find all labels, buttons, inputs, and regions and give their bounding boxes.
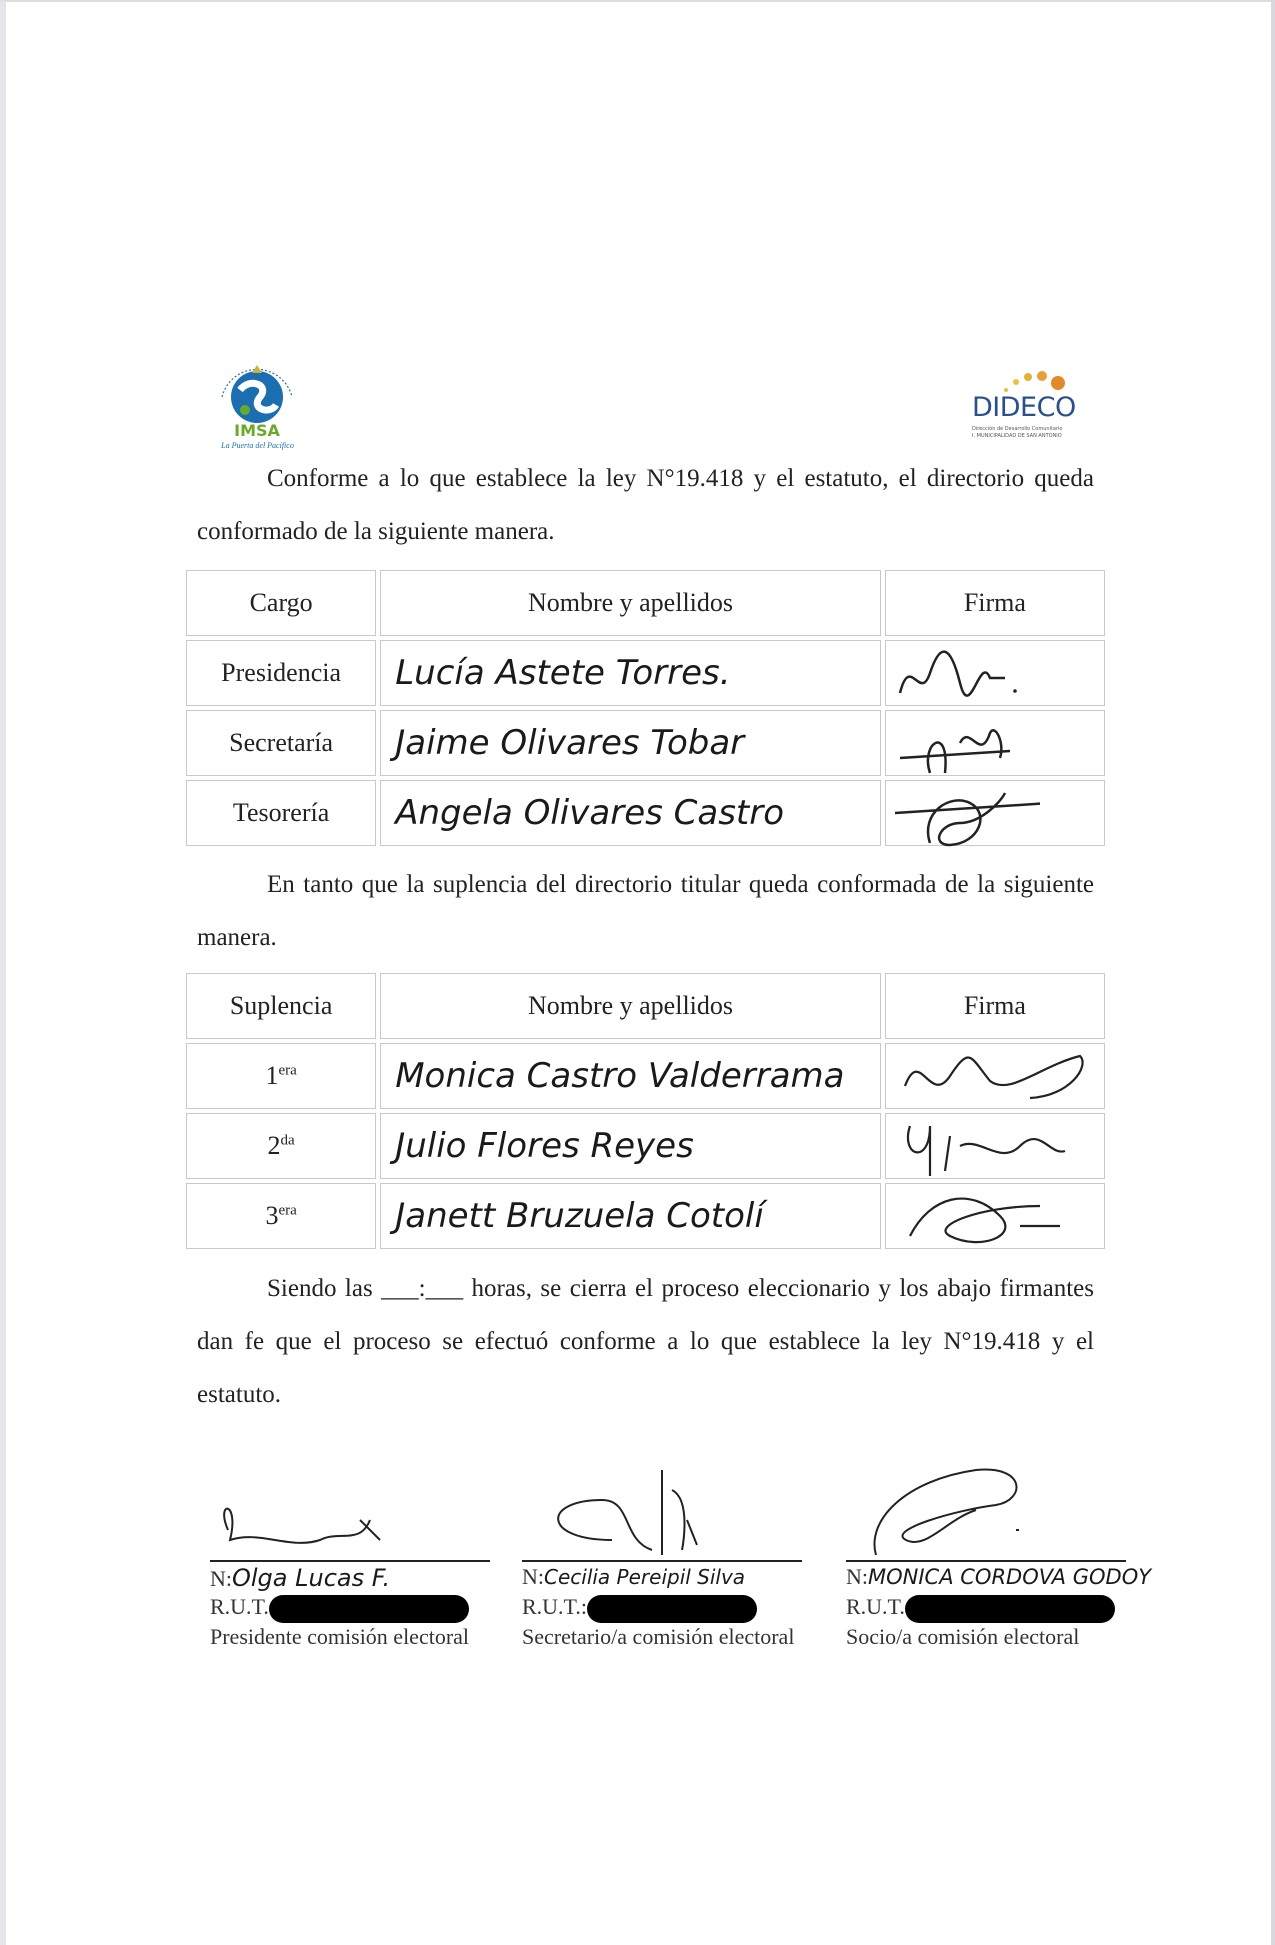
signature-icon [890, 1036, 1100, 1116]
role-label: Secretario/a comisión electoral [522, 1624, 795, 1649]
suplencia-number: $1^{era}$ [186, 1043, 376, 1109]
name-line: N:MONICA CORDOVA GODOY [846, 1564, 1152, 1589]
firma-cell [885, 780, 1105, 846]
redaction-bar [905, 1595, 1115, 1623]
cargo-cell: Tesorería [186, 780, 376, 846]
signature-icon [890, 1106, 1100, 1186]
imsa-logo-text: IMSA [234, 421, 280, 440]
nombre-cell: Julio Flores Reyes [380, 1113, 881, 1179]
closing-paragraph: Siendo las ___:___ horas, se cierra el proceso eleccionario y los abajo firmantes dan fe que el proceso se efectuó conforme a lo que establece la ley N°19.418 y el estatuto. [197, 1275, 1094, 1408]
intro-paragraph: Conforme a lo que establece la ley N°19.418 y el estatuto, el directorio queda conformado de la siguiente manera. [197, 465, 1094, 545]
header-firma: Firma [885, 570, 1105, 636]
firma-cell [885, 710, 1105, 776]
header-nombre: Nombre y apellidos [380, 973, 881, 1039]
table-row [186, 780, 1105, 846]
suplencia-paragraph: En tanto que la suplencia del directorio titular queda conformada de la siguiente manera. [197, 871, 1094, 951]
firma-cell [885, 1113, 1105, 1179]
imsa-emblem-icon [200, 355, 315, 455]
nombre-cell: Janett Bruzuela Cotolí [380, 1183, 881, 1249]
signature-icon [890, 703, 1040, 783]
signature-icon [522, 1460, 762, 1560]
nombre-cell: Jaime Olivares Tobar [380, 710, 881, 776]
signatory-presidente [210, 1460, 490, 1654]
signatory-socio [846, 1460, 1152, 1654]
rut-line: R.U.T. [210, 1594, 490, 1624]
signature-icon [210, 1460, 410, 1560]
name-line: N:Olga Lucas F. [210, 1564, 391, 1592]
signature-icon [890, 773, 1040, 853]
role-label: Presidente comisión electoral [210, 1624, 470, 1649]
header-firma: Firma [885, 973, 1105, 1039]
redaction-bar [269, 1595, 469, 1623]
directorio-table [182, 566, 1109, 850]
cargo-cell: Secretaría [186, 710, 376, 776]
imsa-logo [200, 355, 315, 455]
nombre-cell: Monica Castro Valderrama [380, 1043, 881, 1109]
nombre-cell: Angela Olivares Castro [380, 780, 881, 846]
header-suplencia: Suplencia [186, 973, 376, 1039]
table-row [186, 710, 1105, 776]
signatory-secretario [522, 1460, 802, 1654]
suplencia-number: $3^{era}$ [186, 1183, 376, 1249]
signature-icon [890, 633, 1040, 713]
table-header-row [186, 570, 1105, 636]
table-row [186, 640, 1105, 706]
header-nombre: Nombre y apellidos [380, 570, 881, 636]
firma-cell [885, 640, 1105, 706]
signature-line [522, 1560, 802, 1562]
header-cargo: Cargo [186, 570, 376, 636]
imsa-tagline: La Puerta del Pacífico [221, 441, 294, 450]
dideco-logo-text: DIDECO [972, 392, 1076, 423]
suplencia-number: $2^{da}$ [186, 1113, 376, 1179]
signature-icon [890, 1176, 1100, 1256]
cargo-cell: Presidencia [186, 640, 376, 706]
redaction-bar [587, 1595, 757, 1623]
table-row [186, 1183, 1105, 1249]
table-row [186, 1043, 1105, 1109]
dideco-logo [968, 366, 1088, 446]
role-label: Socio/a comisión electoral [846, 1624, 1080, 1649]
dideco-subtitle-1: Dirección de Desarrollo Comunitario [972, 426, 1063, 432]
dideco-subtitle-2: I. MUNICIPALIDAD DE SAN ANTONIO [972, 433, 1062, 439]
signatory-name: MONICA CORDOVA GODOY [868, 1565, 1152, 1589]
nombre-cell: Lucía Astete Torres. [380, 640, 881, 706]
name-line: N:Cecilia Pereipil Silva [522, 1564, 746, 1589]
firma-cell [885, 1043, 1105, 1109]
table-row [186, 1113, 1105, 1179]
rut-line: R.U.T. [846, 1594, 1126, 1624]
table-header-row [186, 973, 1105, 1039]
firma-cell [885, 1183, 1105, 1249]
rut-line: R.U.T.: [522, 1594, 802, 1624]
signature-line [846, 1560, 1126, 1562]
signatory-name: Olga Lucas F. [232, 1564, 391, 1592]
signature-icon [846, 1460, 1086, 1560]
signatory-name: Cecilia Pereipil Silva [544, 1565, 746, 1589]
suplencia-table [182, 969, 1109, 1253]
signature-line [210, 1560, 490, 1562]
